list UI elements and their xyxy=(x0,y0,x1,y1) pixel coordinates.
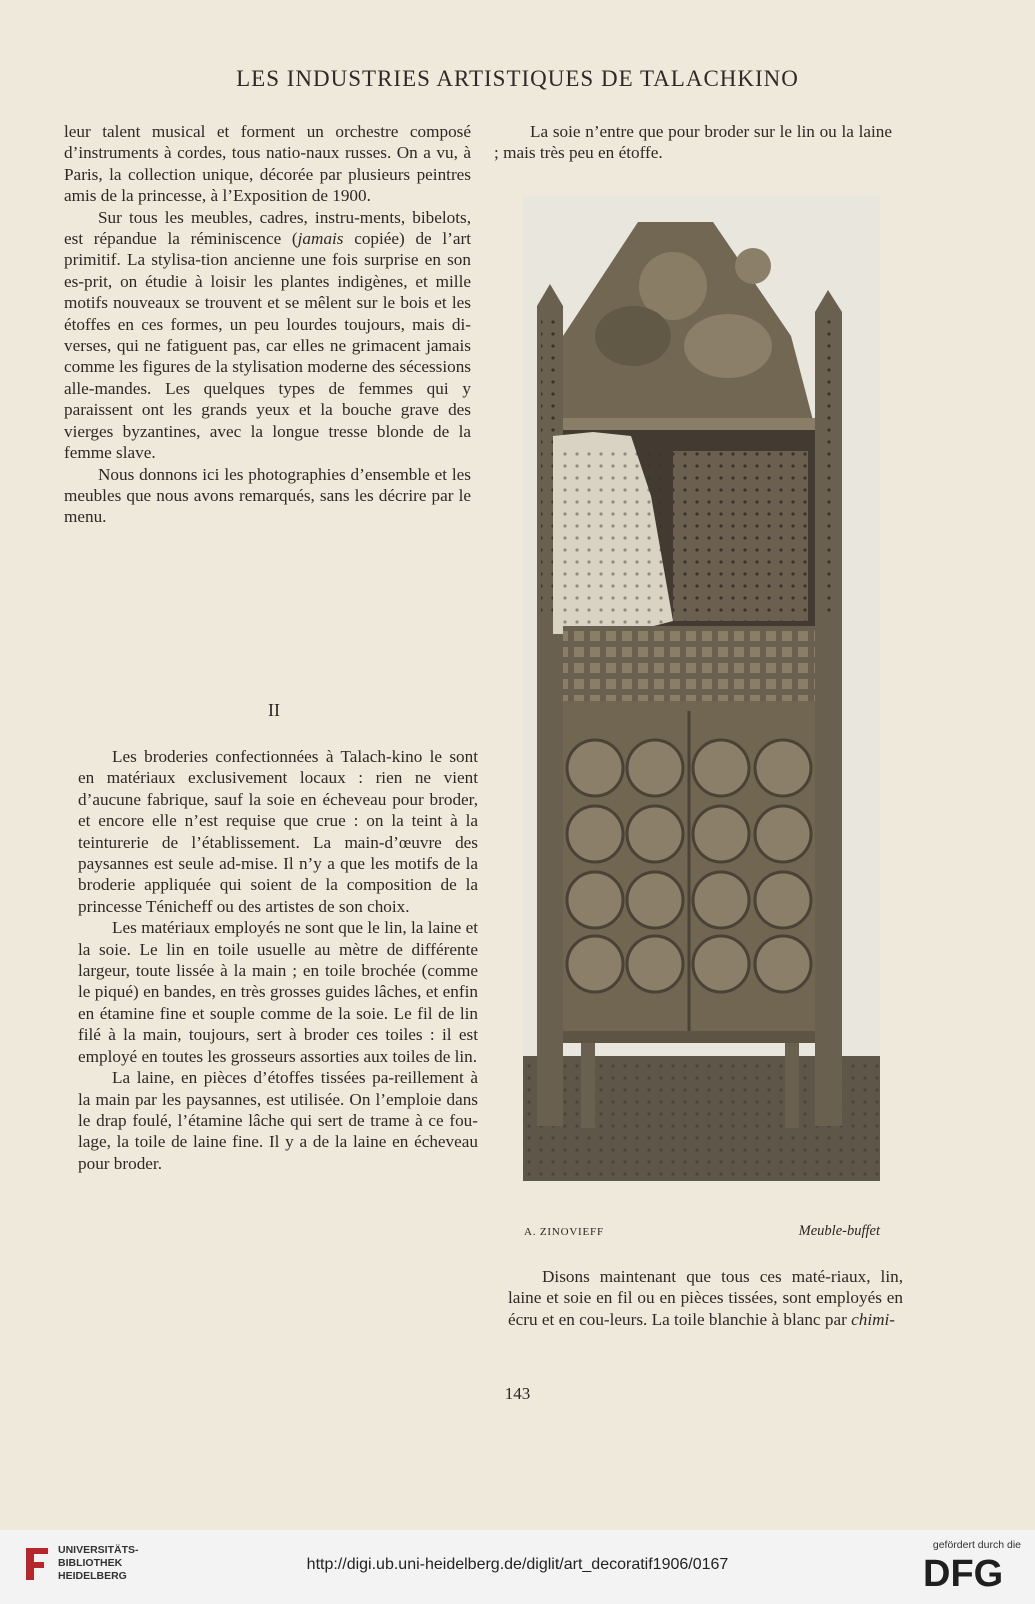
figure-caption-author: A. ZINOVIEFF xyxy=(524,1226,604,1238)
university-name: UNIVERSITÄTS- BIBLIOTHEK HEIDELBERG xyxy=(58,1544,139,1582)
paragraph: Nous donnons ici les photographies d’ensemble et les meubles que nous avons remarqués, sans les décrire par le menu. xyxy=(64,464,471,527)
page-number: 143 xyxy=(504,1384,531,1403)
paragraph: Disons maintenant que tous ces maté-riaux, lin, laine et soie en fil ou en pièces tissées, sont employés en écru et en cou-leurs. La toile blanchie à blanc par chimi- xyxy=(508,1267,903,1329)
left-column-top xyxy=(64,121,471,528)
funding-label: gefördert durch die xyxy=(932,1539,1021,1551)
paragraph: Sur tous les meubles, cadres, instru-ments, bibelots, est répandue la réminiscence (jamais copiée) de l’art primitif. La stylisa-tion ancienne une fois surprise en son es-prit, on étudie à loisir les plantes indigènes, et mille motifs nouveaux se trouvent et se mêlent sur le bois et les étoffes en ces formes, un peu lourdes toujours, mais di-verses, qui ne fatiguent pas, car elles ne grimacent jamais comme les figures de la stylisation moderne des sécessions alle-mandes. Les quelques types de femmes qui y paraissent ont les grands yeux et la bouche grave des vierges byzantines, avec la longue tresse blonde de la femme slave. xyxy=(64,207,472,463)
paragraph: Les broderies confectionnées à Talach-kino le sont en matériaux exclusivement locaux : rien ne vient d’aucune fabrique, sauf la soie en écheveau pour broder, et encore elle n’est requise que crue : on la teint à la teinturerie de l’établissement. La main-d’œuvre des paysannes est seule ad-mise. Il n’y a que les motifs de la broderie appliquée qui soient de la composition de la princesse Ténicheff ou des artistes de son choix. xyxy=(78,747,478,916)
paragraph: La laine, en pièces d’étoffes tissées pa-reillement à la main par les paysannes, est utilisée. On l’emploie dans le drap foulé, l’étamine lâche qui sert de trame à ce fou-lage, la toile de laine fine. Il y a de la laine en écheveau pour broder. xyxy=(78,1068,478,1173)
meuble-buffet-illustration xyxy=(523,196,880,1181)
right-column-bottom xyxy=(508,1266,903,1330)
furniture-photograph xyxy=(523,196,880,1181)
paragraph: Les matériaux employés ne sont que le lin, la laine et la soie. Le lin en toile usuelle au mètre de différente largeur, toute lissée à la main ; en toile brochée (comme le piqué) en bandes, en très grosses guides lâches, et enfin en étamine fine et souple comme de la soie. Le fil de lin filé à la main, toujours, sert à broder ces toiles : il est employé en toutes les grosseurs assorties aux toiles de lin. xyxy=(78,918,478,1066)
left-column-bottom xyxy=(78,746,478,1174)
footer-bar xyxy=(0,1530,1035,1604)
paragraph: La soie n’entre que pour broder sur le lin ou la laine ; mais très peu en étoffe. xyxy=(494,122,892,163)
svg-text:DFG: DFG xyxy=(923,1553,1004,1592)
paragraph: leur talent musical et forment un orchestre composé d’instruments à cordes, tous natio-naux russes. On a vu, à Paris, la collection unique, décorée par plusieurs peintres amis de la princesse, à l’Exposition de 1900. xyxy=(64,122,471,206)
section-number: II xyxy=(268,700,280,720)
dfg-logo-icon xyxy=(923,1552,1021,1592)
figure-caption-title: Meuble-buffet xyxy=(798,1223,880,1239)
right-column-top xyxy=(494,121,892,164)
running-head: LES INDUSTRIES ARTISTIQUES DE TALACHKINO xyxy=(236,66,799,91)
source-url-link[interactable]: http://digi.ub.uni-heidelberg.de/diglit/art_decoratif1906/0167 xyxy=(306,1556,729,1573)
